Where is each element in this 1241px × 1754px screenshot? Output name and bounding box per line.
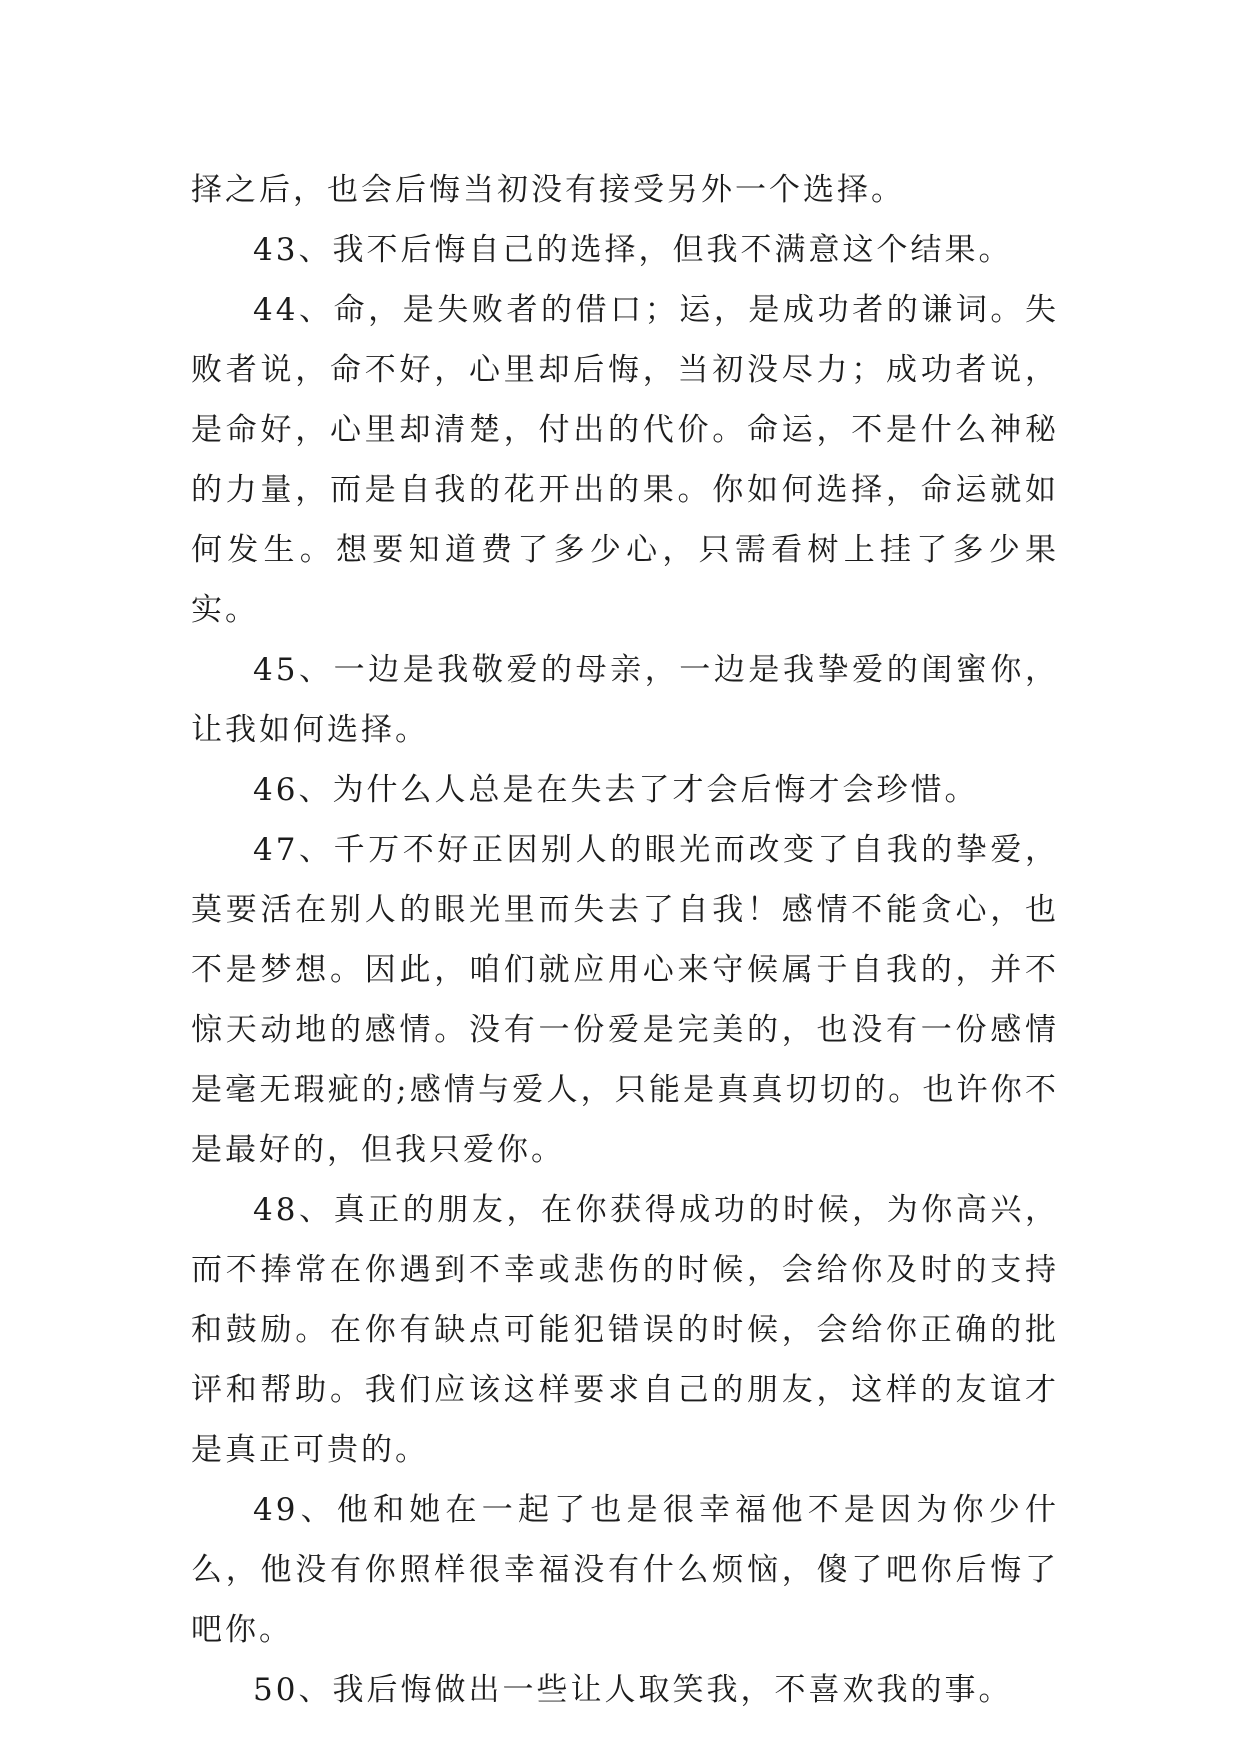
- paragraph-45: 45、一边是我敬爱的母亲，一边是我挚爱的闺蜜你，让我如何选择。: [191, 652, 1059, 748]
- paragraph-continued: 择之后，也会后悔当初没有接受另外一个选择。: [191, 172, 905, 208]
- paragraph-47: 47、千万不好正因别人的眼光而改变了自我的挚爱，莫要活在别人的眼光里而失去了自我！感情不能贪心，也不是梦想。因此，咱们就应用心来守候属于自我的，并不惊天动地的感情。没有一份爱是完美的，也没有一份感情是毫无瑕疵的;感情与爱人，只能是真真切切的。也许你不是最好的，但我只爱你。: [191, 832, 1059, 1168]
- paragraph-43: 43、我不后悔自己的选择，但我不满意这个结果。: [253, 232, 1013, 268]
- paragraph-50: 50、我后悔做出一些让人取笑我，不喜欢我的事。: [253, 1672, 1013, 1708]
- document-body: [191, 160, 1059, 1720]
- paragraph-48: 48、真正的朋友，在你获得成功的时候，为你高兴，而不捧常在你遇到不幸或悲伤的时候，会给你及时的支持和鼓励。在你有缺点可能犯错误的时候，会给你正确的批评和帮助。我们应该这样要求自己的朋友，这样的友谊才是真正可贵的。: [191, 1192, 1059, 1468]
- paragraph-44: 44、命，是失败者的借口；运，是成功者的谦词。失败者说，命不好，心里却后悔，当初没尽力；成功者说，是命好，心里却清楚，付出的代价。命运，不是什么神秘的力量，而是自我的花开出的果。你如何选择，命运就如何发生。想要知道费了多少心，只需看树上挂了多少果实。: [191, 292, 1059, 628]
- paragraph-46: 46、为什么人总是在失去了才会后悔才会珍惜。: [253, 772, 979, 808]
- paragraph-49: 49、他和她在一起了也是很幸福他不是因为你少什么，他没有你照样很幸福没有什么烦恼，傻了吧你后悔了吧你。: [191, 1492, 1059, 1648]
